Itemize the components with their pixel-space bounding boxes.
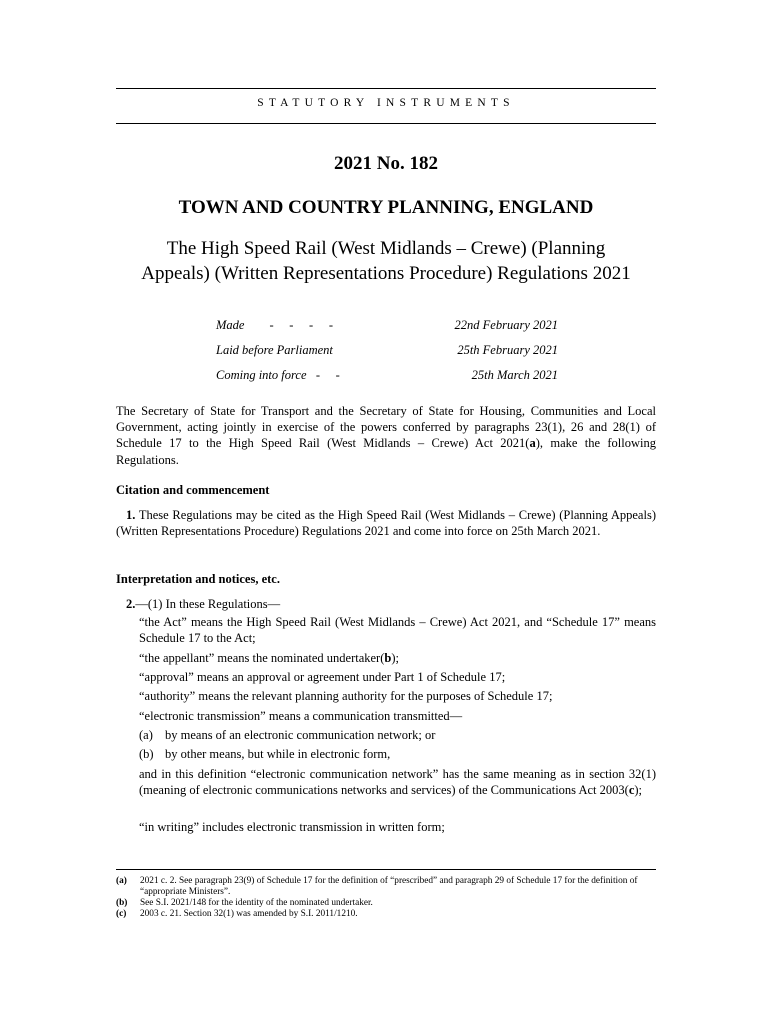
definition-network: and in this definition “electronic communication network” has the same meaning as in section 32(1) (meaning of electronic communications networks and services) of the Communications Act 2003(c);	[139, 767, 656, 798]
top-rule	[116, 88, 656, 89]
footnote-marker: (a)	[116, 876, 127, 886]
regulation-number: 1.	[126, 508, 136, 522]
regulation-2-intro: 2.—(1) In these Regulations—	[126, 597, 281, 611]
footnote-text: See S.I. 2021/148 for the identity of the nominated undertaker.	[140, 898, 373, 908]
heading-citation: Citation and commencement	[116, 483, 270, 497]
regulation-1: 1. These Regulations may be cited as the High Speed Rail (West Midlands – Crewe) (Planning Appeals) (Written Representations Procedure) Regulations 2021 and come into force on 25th March 2021.	[116, 508, 656, 539]
definition-appellant: “the appellant” means the nominated undertaker(b);	[139, 651, 399, 665]
list-item-b: (b) by other means, but while in electronic form,	[139, 747, 391, 761]
banner-statutory-instruments: STATUTORY INSTRUMENTS	[257, 97, 515, 109]
date-row-laid	[216, 343, 558, 368]
footnote-ref-a[interactable]: a	[529, 436, 536, 451]
definition-authority: “authority” means the relevant planning authority for the purposes of Schedule 17;	[139, 689, 553, 703]
footnote-text: 2021 c. 2. See paragraph 23(9) of Schedule 17 for the definition of “prescribed” and paragraph 29 of Schedule 17 for the definition of “appropriate Ministers”.	[140, 876, 638, 897]
regulation-number: 2.	[126, 597, 136, 611]
footnote-b	[116, 898, 656, 909]
title-line-1: The High Speed Rail (West Midlands – Crewe) (Planning	[166, 238, 606, 259]
definition-in-writing: “in writing” includes electronic transmission in written form;	[139, 820, 445, 834]
footnote-marker: (c)	[116, 909, 127, 919]
list-item-a: (a) by means of an electronic communication network; or	[139, 728, 436, 742]
footnote-text: 2003 c. 21. Section 32(1) was amended by S.I. 2011/1210.	[140, 909, 358, 919]
footnote-marker: (b)	[116, 898, 128, 908]
date-value: 25th February 2021	[457, 343, 558, 357]
footnote-a	[116, 876, 656, 897]
date-label: Coming into force - -	[216, 368, 340, 382]
definition-approval: “approval” means an approval or agreement under Part 1 of Schedule 17;	[139, 670, 506, 684]
si-number: 2021 No. 182	[334, 153, 438, 174]
date-value: 25th March 2021	[471, 368, 558, 382]
item-marker: (b)	[139, 747, 154, 761]
date-value: 22nd February 2021	[454, 318, 558, 332]
footnote-ref-c[interactable]: c	[628, 783, 635, 798]
title-line-2: Appeals) (Written Representations Procedure) Regulations 2021	[141, 263, 631, 284]
date-label: Made - - - -	[216, 318, 333, 332]
date-row-made	[216, 318, 558, 343]
item-marker: (a)	[139, 728, 153, 742]
subject-heading: TOWN AND COUNTRY PLANNING, ENGLAND	[178, 197, 594, 218]
definition-act: “the Act” means the High Speed Rail (West Midlands – Crewe) Act 2021, and “Schedule 17” means Schedule 17 to the Act;	[139, 615, 656, 646]
banner-rule	[116, 123, 656, 124]
footnote-ref-b[interactable]: b	[384, 651, 392, 665]
date-row-coming-into-force	[216, 368, 558, 393]
heading-interpretation: Interpretation and notices, etc.	[116, 572, 280, 586]
date-label: Laid before Parliament	[216, 343, 333, 357]
definition-electronic-transmission: “electronic transmission” means a communication transmitted—	[139, 709, 463, 723]
footnote-rule	[116, 869, 656, 870]
regulation-title	[106, 236, 666, 286]
dates-table	[216, 318, 558, 393]
preamble: The Secretary of State for Transport and the Secretary of State for Housing, Communities and Local Government, acting jointly in exercise of the powers conferred by paragraphs 23(1), 26 and 28(1) of Schedule 17 to the High Speed Rail (West Midlands – Crewe) Act 2021(a), make the following Regulations.	[116, 404, 656, 467]
footnote-c	[116, 909, 656, 920]
